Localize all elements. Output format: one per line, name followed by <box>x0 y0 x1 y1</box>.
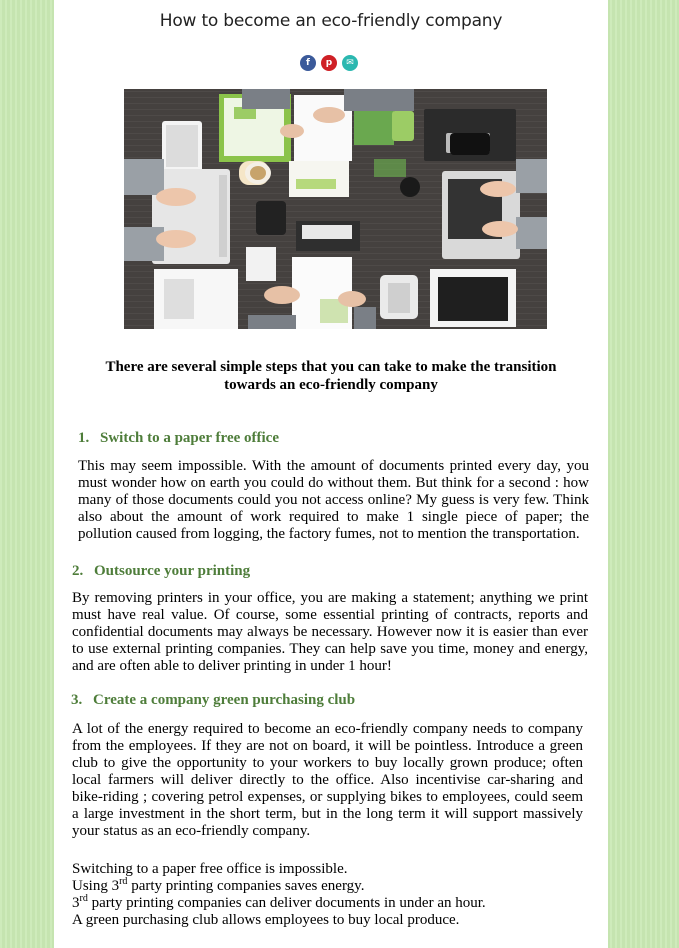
summary-line: Switching to a paper free office is impossible. <box>72 861 348 877</box>
section-2-number: 2. <box>72 563 84 579</box>
section-1-heading <box>78 430 279 447</box>
facebook-share-icon[interactable]: f <box>300 55 316 71</box>
lead-paragraph: There are several simple steps that you can take to make the transition towards an eco-friendly company <box>105 359 557 393</box>
section-2-title: Outsource your printing <box>94 563 251 579</box>
section-1-number: 1. <box>78 430 90 446</box>
section-2-heading <box>72 563 250 580</box>
article-page <box>54 0 608 948</box>
section-2-body: By removing printers in your office, you are making a statement; anything we print must have real value. Of course, some essential printing of contracts, reports and confidential documents may always be necessary. However now it is easier than ever to use external printing companies. They can help save you time, money and energy, and are often able to deliver printing in under 1 hour! <box>72 590 588 674</box>
section-3-heading <box>71 692 355 709</box>
summary-line: 3rd party printing companies can deliver documents in under an hour. <box>72 893 486 911</box>
summary-line: Using 3rd party printing companies saves energy. <box>72 876 365 894</box>
email-share-icon[interactable]: ✉ <box>342 55 358 71</box>
summary-line: A green purchasing club allows employees to buy local produce. <box>72 912 460 928</box>
section-3-title: Create a company green purchasing club <box>93 692 356 708</box>
summary-list <box>72 861 486 929</box>
office-desk-photo <box>124 89 547 329</box>
share-bar <box>300 55 358 71</box>
article-title: How to become an eco-friendly company <box>159 11 503 31</box>
section-1-body: This may seem impossible. With the amount of documents printed every day, you must wonder how on earth you could do without them. But think for a second : how many of those documents could you not access online? My guess is very few. Think also about the amount of work required to make 1 single piece of paper; the pollution caused from logging, the factory fumes, not to mention the transportation. <box>78 458 589 542</box>
section-1-title: Switch to a paper free office <box>100 430 279 446</box>
section-3-body: A lot of the energy required to become an eco-friendly company needs to company from the employees. If they are not on board, it will be pointless. Introduce a green club to give the opportunity to your workers to buy locally grown produce; often local farmers will deliver directly to the office. Also incentivise car-sharing and bike-riding ; covering petrol expenses, or supplying bikes to employees, could seem a large investment in the short term, but in the long term it will support massively your status as an eco-friendly company. <box>72 721 583 839</box>
section-3-number: 3. <box>71 692 83 708</box>
pinterest-share-icon[interactable]: p <box>321 55 337 71</box>
